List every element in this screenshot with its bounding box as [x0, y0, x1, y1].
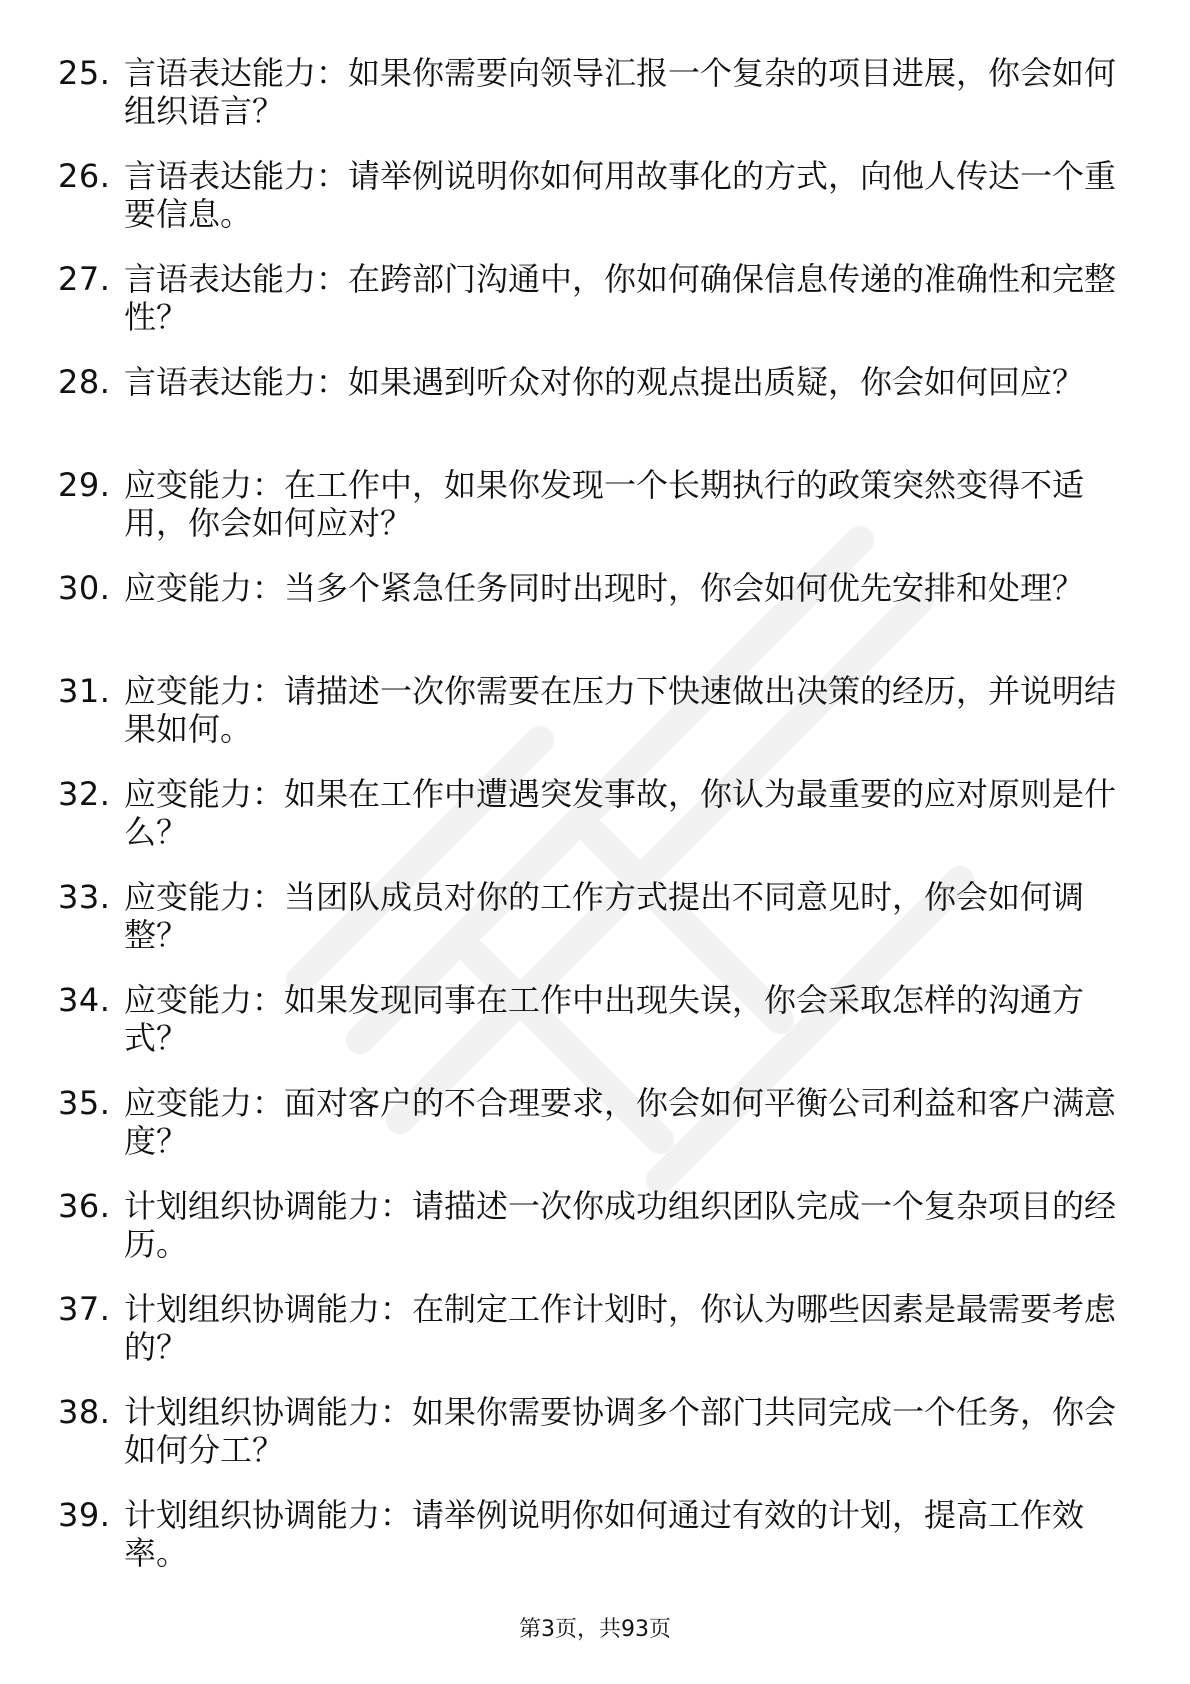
- question-text: 应变能力：如果发现同事在工作中出现失误，你会采取怎样的沟通方式？: [124, 981, 1085, 1057]
- question-item: [58, 672, 1118, 775]
- question-number: 31.: [58, 672, 111, 710]
- question-item: [58, 1290, 1118, 1393]
- question-text: 言语表达能力：如果你需要向领导汇报一个复杂的项目进展，你会如何组织语言？: [124, 54, 1117, 130]
- question-text: 言语表达能力：请举例说明你如何用故事化的方式，向他人传达一个重要信息。: [124, 157, 1117, 233]
- question-number: 38.: [58, 1393, 111, 1431]
- question-item: [58, 775, 1118, 878]
- question-text: 应变能力：当多个紧急任务同时出现时，你会如何优先安排和处理？: [124, 569, 1085, 607]
- page-footer: [0, 1616, 1190, 1644]
- question-text: 应变能力：当团队成员对你的工作方式提出不同意见时，你会如何调整？: [124, 878, 1085, 954]
- question-number: 32.: [58, 775, 111, 813]
- question-number: 35.: [58, 1084, 111, 1122]
- question-text: 应变能力：在工作中，如果你发现一个长期执行的政策突然变得不适用，你会如何应对？: [124, 466, 1085, 542]
- question-item: [58, 1496, 1118, 1599]
- question-number: 27.: [58, 260, 111, 298]
- question-text: 言语表达能力：在跨部门沟通中，你如何确保信息传递的准确性和完整性？: [124, 260, 1117, 336]
- question-item: [58, 1084, 1118, 1187]
- question-number: 29.: [58, 466, 111, 504]
- question-item: [58, 878, 1118, 981]
- question-item: [58, 569, 1118, 672]
- question-number: 28.: [58, 363, 111, 401]
- question-item: [58, 54, 1118, 157]
- question-item: [58, 1393, 1118, 1496]
- question-text: 计划组织协调能力：请举例说明你如何通过有效的计划，提高工作效率。: [124, 1496, 1085, 1572]
- question-number: 25.: [58, 54, 111, 92]
- question-text: 应变能力：如果在工作中遭遇突发事故，你认为最重要的应对原则是什么？: [124, 775, 1117, 851]
- question-number: 37.: [58, 1290, 111, 1328]
- question-item: [58, 157, 1118, 260]
- question-item: [58, 466, 1118, 569]
- question-text: 应变能力：面对客户的不合理要求，你会如何平衡公司利益和客户满意度？: [124, 1084, 1117, 1160]
- question-number: 33.: [58, 878, 111, 916]
- question-text: 言语表达能力：如果遇到听众对你的观点提出质疑，你会如何回应？: [124, 363, 1085, 401]
- question-number: 26.: [58, 157, 111, 195]
- question-list: [58, 54, 1118, 1599]
- question-text: 计划组织协调能力：如果你需要协调多个部门共同完成一个任务，你会如何分工？: [124, 1393, 1117, 1469]
- question-number: 30.: [58, 569, 111, 607]
- question-number: 39.: [58, 1496, 111, 1534]
- question-item: [58, 981, 1118, 1084]
- question-text: 计划组织协调能力：在制定工作计划时，你认为哪些因素是最需要考虑的？: [124, 1290, 1117, 1366]
- question-item: [58, 1187, 1118, 1290]
- question-number: 36.: [58, 1187, 111, 1225]
- question-item: [58, 363, 1118, 466]
- question-item: [58, 260, 1118, 363]
- page-number-label: 第3页，共93页: [519, 1617, 671, 1642]
- question-text: 应变能力：请描述一次你需要在压力下快速做出决策的经历，并说明结果如何。: [124, 672, 1117, 748]
- question-text: 计划组织协调能力：请描述一次你成功组织团队完成一个复杂项目的经历。: [124, 1187, 1117, 1263]
- question-number: 34.: [58, 981, 111, 1019]
